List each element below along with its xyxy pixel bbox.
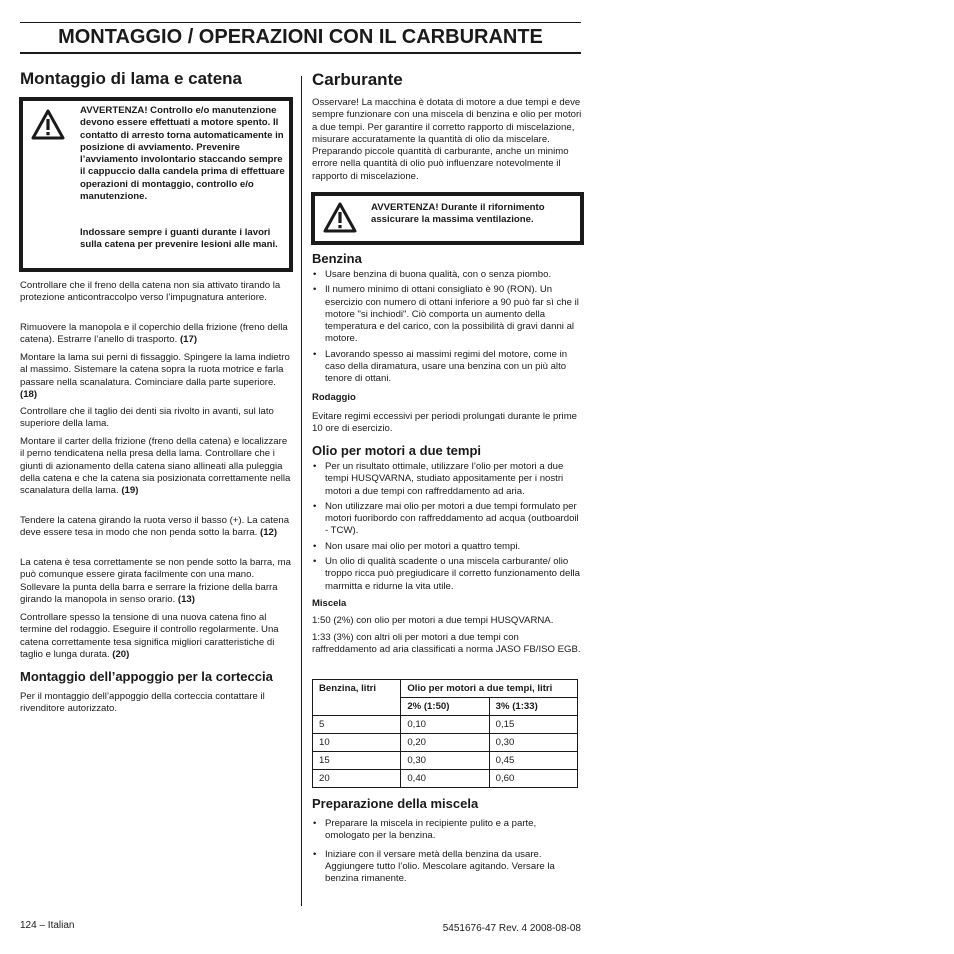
right-heading: Carburante [312,70,403,89]
table-subheader-3pct: 3% (1:33) [489,698,577,716]
miscela-line-2: 1:33 (3%) con altri oli per motori a due tempi con raffreddamento ad aria classificati a norma JASO FB/ISO EGB. [312,632,581,656]
right-intro: Osservare! La macchina è dotata di motore a due tempi e deve sempre funzionare con una miscela di benzina e olio per motori a due tempi. Per garantire il corretto rapporto di miscelazione, misurare accuratamente la quantità di olio da miscelare. Preparando piccole quantità di carburante, anche un minimo errore nella quantità di olio può influenzare notevolmente il rapporto di miscelazione. [312,97,582,182]
list-item: • Per un risultato ottimale, utilizzare l’olio per motori a due tempi HUSQVARNA, studiato appositamente per i nostri motori a due tempi con raffreddamento ad aria. [312,461,582,498]
table-cell: 0,30 [401,752,489,770]
right-warning-text: AVVERTENZA! Durante il rifornimento assicurare la massima ventilazione. [371,202,545,226]
table-cell: 0,40 [401,770,489,788]
list-item: • Iniziare con il versare metà della benzina da usare. Aggiungere tutto l’olio. Mescolare agitando. Versare la benzina rimanente. [312,849,582,886]
mix-table [312,679,578,788]
left-paragraph-7: La catena è tesa correttamente se non pende sotto la barra, ma può comunque essere girata facilmente con una mano. Sollevare la punta della barra e serrare la frizione della barra girando la manopola in senso orario. (13) [20,557,291,605]
warning-triangle-icon [323,202,357,233]
table-cell: 0,15 [489,716,577,734]
rodaggio-heading: Rodaggio [312,392,356,403]
left-warning-box [19,97,293,272]
header-rule-top [20,22,581,23]
list-item: • Usare benzina di buona qualità, con o senza piombo. [312,269,582,281]
list-item: • Il numero minimo di ottani consigliato è 90 (RON). Un esercizio con numero di ottani inferiore a 90 può far sì che il motore "si inchiodi". Ciò comporta un aumento della temperatura e del carico, con la possibilità di gravi danni al motore. [312,284,582,345]
table-row [313,734,578,752]
figure-ref: (17) [179,334,198,346]
miscela-line-1: 1:50 (2%) con olio per motori a due tempi HUSQVARNA. [312,615,554,626]
table-cell: 0,45 [489,752,577,770]
miscela-heading: Miscela [312,598,347,609]
table-cell: 15 [313,752,401,770]
document-revision: 5451676-47 Rev. 4 2008-08-08 [442,923,581,934]
table-cell: 20 [313,770,401,788]
left-warning-text-1: AVVERTENZA! Controllo e/o manutenzione devono essere effettuati a motore spento. Il contatto di arresto torna automaticamente in posizione di avviamento. Prevenire l’avviamento involontario staccando sempre il cappuccio dalla candela prima di effettuare operazioni di montaggio, controllo e/o manutenzione. [80,105,285,203]
list-item: • Lavorando spesso ai massimi regimi del motore, come in caso della diramatura, usare una benzina con un più alto tenore di ottani. [312,349,582,386]
page-number: 124 – Italian [20,920,75,931]
table-cell: 0,30 [489,734,577,752]
list-item: • Non utilizzare mai olio per motori a due tempi formulato per motori fuoribordo con raffreddamento ad acqua (outboardoil - TCW). [312,501,582,538]
list-item: • Non usare mai olio per motori a quattro tempi. [312,541,582,553]
page-title: MONTAGGIO / OPERAZIONI CON IL CARBURANTE [58,26,543,48]
olio-heading: Olio per motori a due tempi [312,443,482,458]
table-subheader-2pct: 2% (1:50) [401,698,489,716]
header-rule-bottom [20,52,581,54]
left-heading: Montaggio di lama e catena [20,69,242,88]
table-row [313,770,578,788]
preparazione-list [312,818,582,888]
left-paragraph-4: Controllare che il taglio dei denti sia rivolto in avanti, sul lato superiore della lama. [20,406,274,430]
figure-ref: (12) [260,527,278,539]
table-header-row [313,680,578,698]
table-header-benzina: Benzina, litri [313,680,401,716]
list-item: • Preparare la miscela in recipiente pulito e a parte, omologato per la benzina. [312,818,582,843]
left-paragraph-1: Controllare che il freno della catena non sia attivato tirando la protezione anticontraccolpo verso l’impugnatura anteriore. [20,280,281,304]
olio-list [312,461,582,596]
left-paragraph-3: Montare la lama sui perni di fissaggio. Spingere la lama indietro al massimo. Sistemare la catena sopra la ruota motrice e farla passare nella scanalatura. Cominciare dalla parte superiore. (18) [20,352,290,400]
table-header-olio: Olio per motori a due tempi, litri [401,680,578,698]
left-paragraph-2: Rimuovere la manopola e il coperchio della frizione (freno della catena). Estrarre l’anello di trasporto. (17) [20,322,288,346]
table-row [313,752,578,770]
table-cell: 0,60 [489,770,577,788]
left-warning-text-2: Indossare sempre i guanti durante i lavori sulla catena per prevenire lesioni alle mani. [80,227,278,251]
column-divider [301,76,302,906]
figure-ref: (13) [177,593,195,605]
rodaggio-text: Evitare regimi eccessivi per periodi prolungati durante le prime 10 ore di esercizio. [312,411,578,435]
benzina-list [312,269,582,389]
left-sub-text: Per il montaggio dell’appoggio della corteccia contattare il rivenditore autorizzato. [20,691,265,715]
figure-ref: (18) [20,388,38,400]
left-paragraph-6: Tendere la catena girando la ruota verso il basso (+). La catena deve essere tesa in modo che non penda sotto la barra. (12) [20,515,290,539]
left-sub-heading: Montaggio dell’appoggio per la corteccia [20,669,273,684]
right-warning-box [311,192,584,245]
list-item: • Un olio di qualità scadente o una miscela carburante/ olio troppo ricca può pregiudicare il corretto funzionamento della marmitta e ridurne la vita utile. [312,556,582,593]
left-paragraph-8: Controllare spesso la tensione di una nuova catena fino al termine del rodaggio. Eseguire il controllo regolarmente. Una catena correttamente tesa significa migliori caratteristiche di taglio e lunga durata. (20) [20,612,279,660]
benzina-heading: Benzina [312,251,362,266]
table-cell: 5 [313,716,401,734]
warning-triangle-icon [31,109,65,140]
preparazione-heading: Preparazione della miscela [312,796,479,811]
figure-ref: (20) [112,648,130,660]
table-row [313,716,578,734]
table-cell: 0,20 [401,734,489,752]
table-cell: 0,10 [401,716,489,734]
figure-ref: (19) [121,485,139,497]
table-cell: 10 [313,734,401,752]
left-paragraph-5: Montare il carter della frizione (freno della catena) e localizzare il perno tendicatena nella presa della lama. Controllare che i giunti di azionamento della catena siano allineati alla puleggia della catena e che la catena sia posizionata correttamente nella scanalatura della lama. (19) [20,436,291,497]
